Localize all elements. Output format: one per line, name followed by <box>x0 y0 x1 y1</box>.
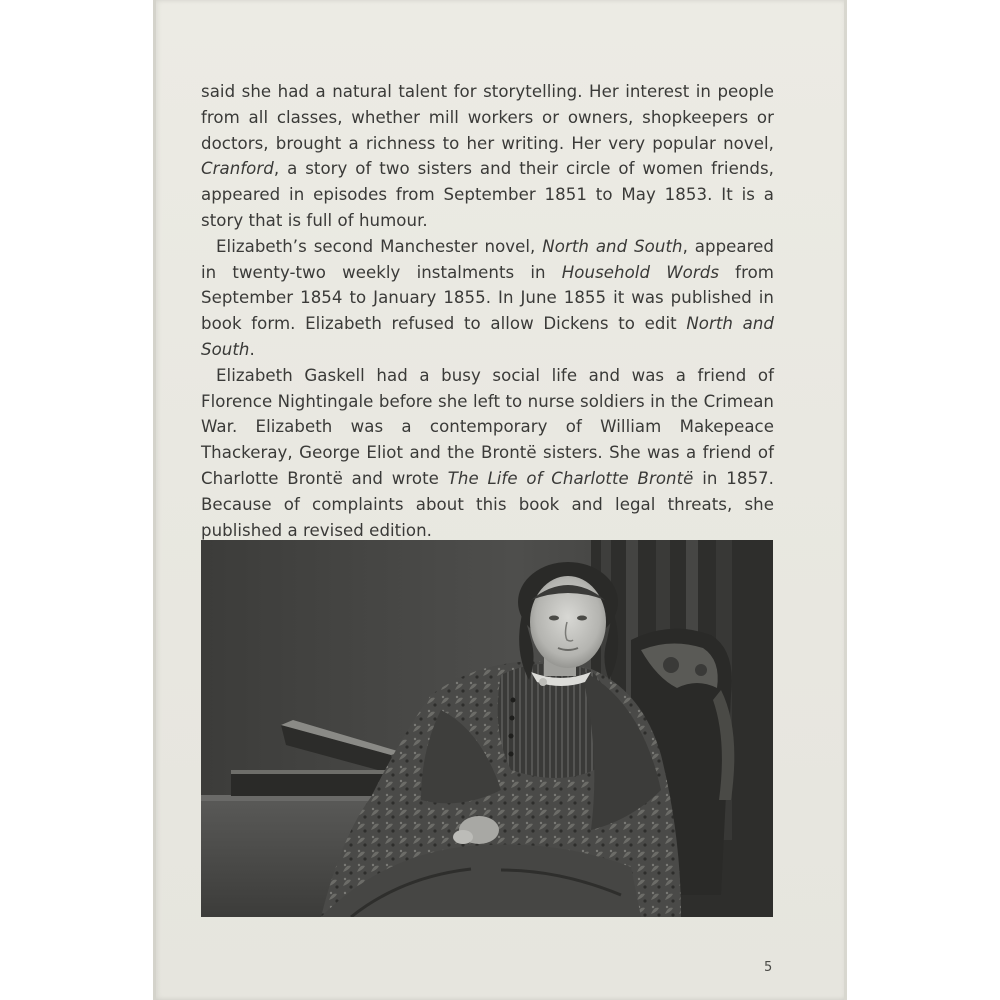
italic-title-text: North and South <box>542 236 683 256</box>
portrait-photograph <box>201 540 773 917</box>
page-number: 5 <box>764 960 773 975</box>
text-run: in 1857. Because of complaints about this book and legal threats, she published a revised edition. <box>201 468 774 540</box>
italic-title-text: The Life of Charlotte Brontë <box>447 468 694 488</box>
text-run: said she had a natural talent for storytelling. Her interest in people from all classes, whether mill workers or owners, shopkeepers or doctors, brought a richness to her writing. Her very popular novel, <box>201 82 774 153</box>
italic-title-text: Household Words <box>561 262 720 282</box>
paragraph <box>201 363 774 544</box>
italic-title-text: Cranford <box>201 159 274 179</box>
portrait-illustration <box>201 540 773 917</box>
page-edge-left <box>153 0 156 1000</box>
text-run: Elizabeth’s second Manchester novel, <box>216 236 543 256</box>
text-run: , a story of two sisters and their circle of women friends, appeared in episodes from September 1851 to May 1853. It is a story that is full of humour. <box>201 159 774 230</box>
paragraph <box>201 234 774 363</box>
page-edge-right <box>844 0 847 1000</box>
body-text <box>201 79 774 543</box>
text-run: . <box>249 339 255 359</box>
paragraph <box>201 79 774 234</box>
text-run: from September 1854 to January 1855. In June 1855 it was published in book form. Elizabeth refused to allow Dickens to edit <box>201 262 774 334</box>
italic-title-text: North and South <box>201 314 774 359</box>
text-run: Elizabeth Gaskell had a busy social life and was a friend of Florence Nightingale before she left to nurse soldiers in the Crimean War. Elizabeth was a contemporary of William Makepeace Thackeray, George Eliot and the Brontë sisters. She was a friend of Charlotte Brontë and wrote <box>201 365 774 488</box>
text-run: , appeared in twenty-two weekly instalments in <box>201 236 775 282</box>
